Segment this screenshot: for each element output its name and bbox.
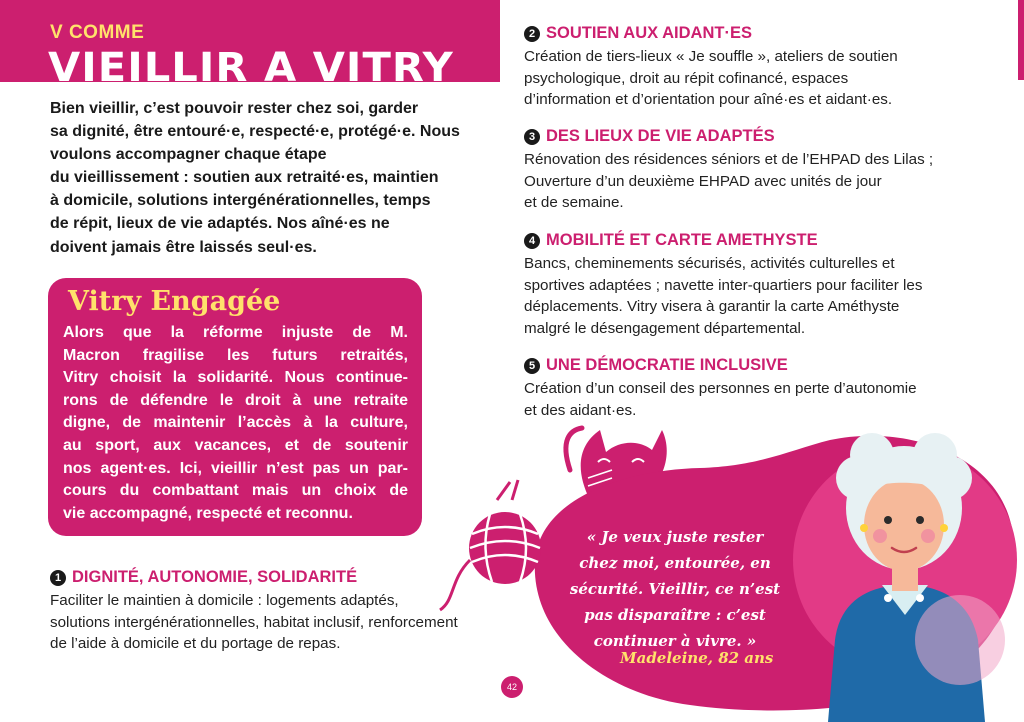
quote-author: Madeleine, 82 ans [620,649,774,667]
section-title: SOUTIEN AUX AIDANT·ES [546,24,752,42]
quote-line: « Je veux juste rester [586,528,764,546]
engage-line: au sport, aux vacances, et de soutenir [63,436,408,454]
decorative-circle [915,595,1005,685]
intro-line: de répit, lieux de vie adaptés. Nos aîné·es ne [50,215,390,233]
section-line: Faciliter le maintien à domicile : logements adaptés, [50,592,399,609]
page-title: VIEILLIR A VITRY [48,45,454,91]
header-kicker: V COMME [50,22,145,43]
section-line: déplacements. Vitry visera à garantir la carte Améthyste [524,298,900,316]
section-line: Création d’un conseil des personnes en perte d’autonomie [524,380,917,397]
section-line: Création de tiers-lieux « Je souffle », ateliers de soutien [524,48,898,65]
engage-title: Vitry Engagée [68,286,281,317]
section-line: et de semaine. [524,194,624,212]
section-line: et des aidant·es. [524,401,637,419]
number-badge: 2 [524,26,540,42]
intro-line: doivent jamais être laissés seul·es. [50,238,317,256]
section-line: d’information et d’orientation pour aîné·es et aidant·es. [524,91,893,109]
section-title: MOBILITÉ ET CARTE AMETHYSTE [546,231,818,249]
number-badge: 1 [50,570,66,586]
quote-line: sécurité. Vieillir, ce n’est [569,580,781,598]
quote-line: continuer à vivre. » [593,632,757,650]
intro-line: sa dignité, être entouré·e, respecté·e, protégé·e. Nous [50,123,460,141]
quote-line: pas disparaître : c’est [584,606,766,624]
number-badge: 5 [524,358,540,374]
number-badge: 3 [524,129,540,145]
section-title: DIGNITÉ, AUTONOMIE, SOLIDARITÉ [72,568,358,586]
section-line: Ouverture d’un deuxième EHPAD avec unités de jour [524,172,882,190]
section-title: UNE DÉMOCRATIE INCLUSIVE [546,356,788,374]
page-number: 42 [501,676,523,698]
yarn-ball-icon [440,480,541,610]
intro-line: du vieillissement : soutien aux retraité·es, maintien [50,169,439,187]
section-line: psychologique, droit au répit cofinancé, espaces [524,69,849,87]
intro-line: voulons accompagner chaque étape [50,146,327,164]
section-line: Rénovation des résidences séniors et de l’EHPAD des Lilas ; [524,151,934,168]
engage-line: Macron fragilise les futurs retraités, [63,346,408,364]
engage-line: vie accompagné, respecté et reconnu. [63,504,353,522]
quote-line: chez moi, entourée, en [579,554,771,572]
section-title: DES LIEUX DE VIE ADAPTÉS [546,127,775,145]
engage-line: Vitry choisit la solidarité. Nous continue- [63,369,408,387]
section-line: Bancs, cheminements sécurisés, activités culturelles et [524,255,895,272]
number-badge: 4 [524,233,540,249]
engage-line: rons de défendre le droit à une retraite [63,391,408,409]
engage-line: digne, de maintenir l’accès à la culture, [63,414,408,432]
intro-line: Bien vieillir, c’est pouvoir rester chez soi, garder [50,100,419,117]
engage-line: cours du combattant mais un choix de [63,482,408,500]
section-line: sportives adaptées ; navette inter-quartiers pour faciliter les [524,276,923,294]
quote-text [540,524,810,654]
section-line: de l’aide à domicile et du portage de repas. [50,635,341,653]
intro-line: à domicile, solutions intergénérationnelles, temps [50,192,431,210]
engage-line: nos agent·es. Ici, vieillir n’est pas un par- [63,459,408,477]
engage-line: Alors que la réforme injuste de M. [63,324,408,341]
section-line: malgré le désengagement départemental. [524,320,806,338]
section-line: solutions intergénérationnelles, habitat inclusif, renforcement [50,613,458,631]
